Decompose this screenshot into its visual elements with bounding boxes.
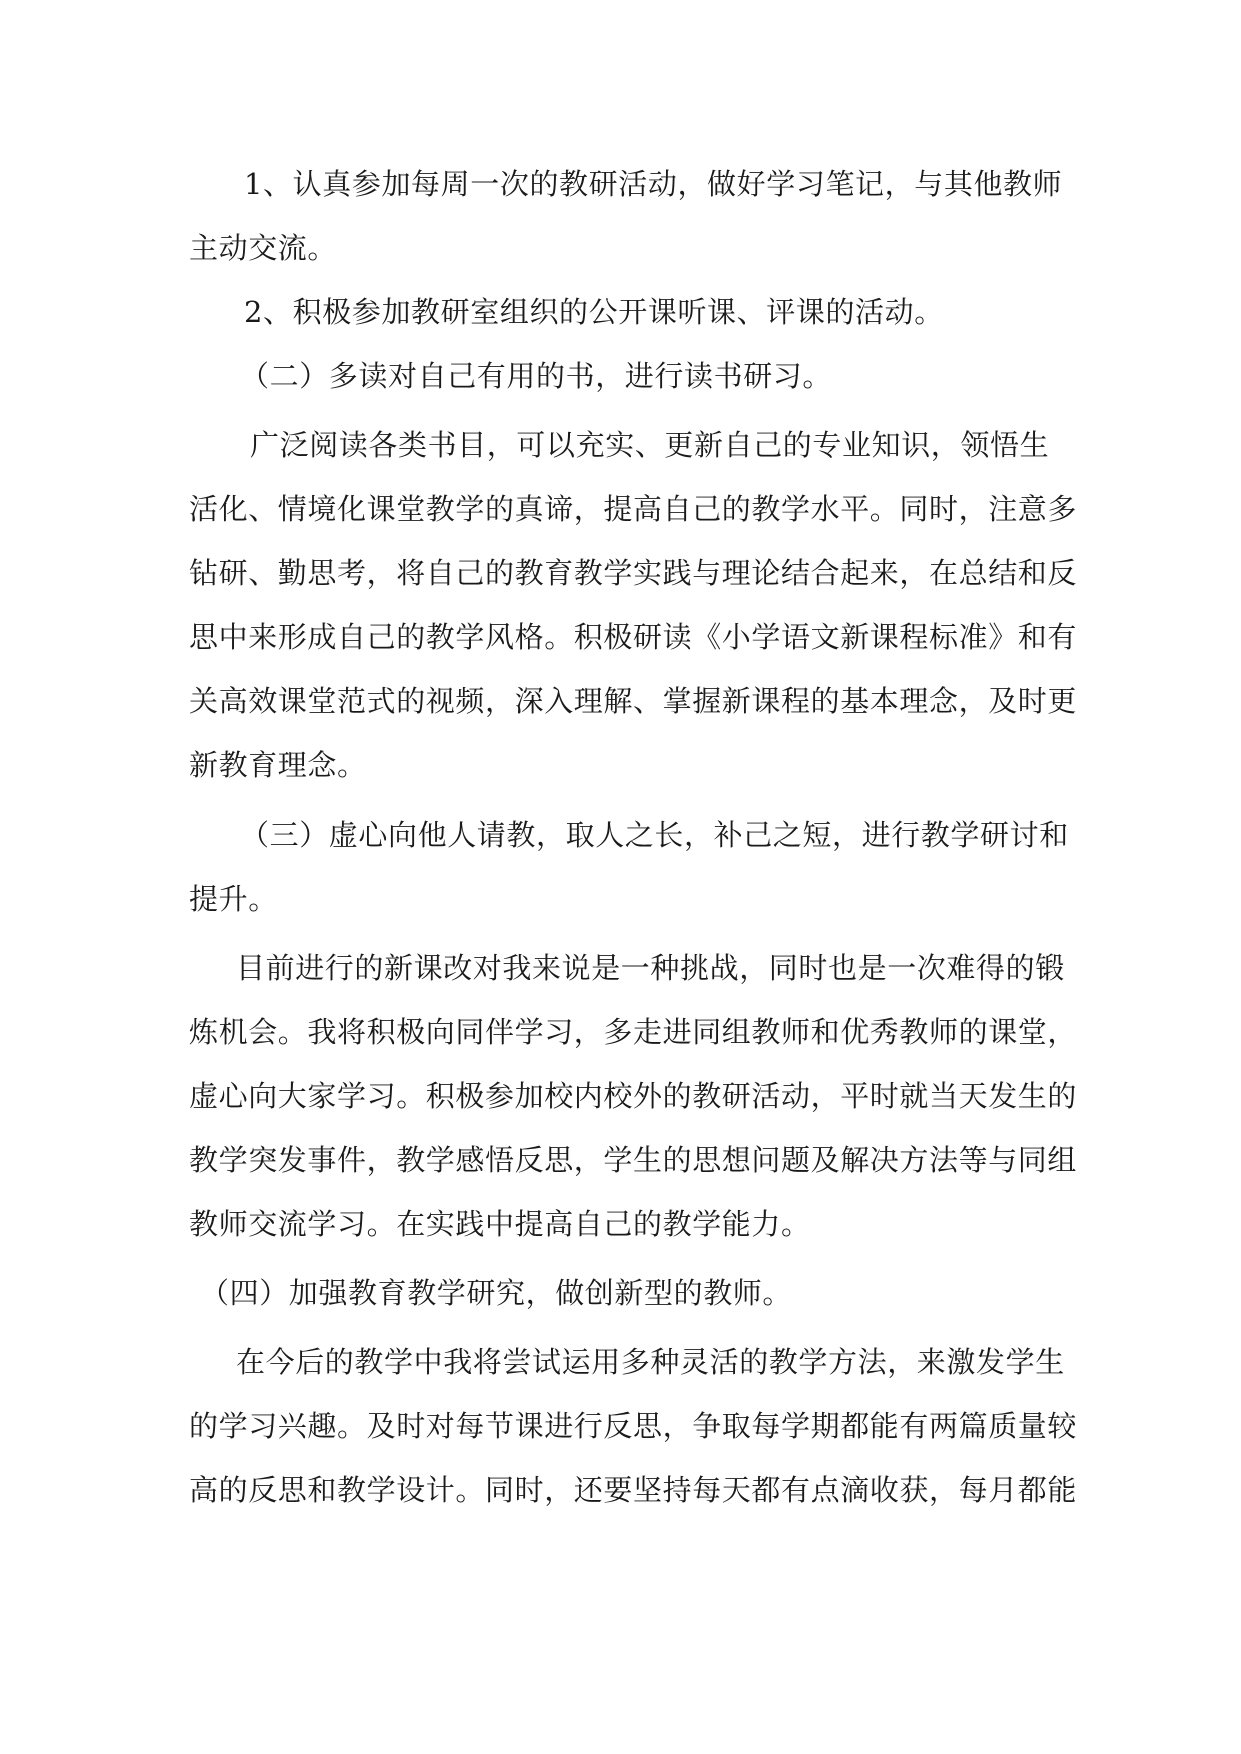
paragraph-line: 炼机会。我将积极向同伴学习，多走进同组教师和优秀教师的课堂， [189,1015,1078,1049]
paragraph-line: 思中来形成自己的教学风格。积极研读《小学语文新课程标准》和有 [189,620,1078,654]
paragraph-line: 钻研、勤思考，将自己的教育教学实践与理论结合起来，在总结和反 [189,556,1078,590]
paragraph-line: 1、认真参加每周一次的教研活动，做好学习笔记，与其他教师 [244,167,1063,201]
paragraph-line: 广泛阅读各类书目，可以充实、更新自己的专业知识，领悟生 [250,428,1050,462]
section-heading: （三）虚心向他人请教，取人之长，补己之短，进行教学研讨和 [240,818,1069,852]
paragraph-line: 目前进行的新课改对我来说是一种挑战，同时也是一次难得的锻 [236,951,1065,985]
section-heading: 提升。 [189,882,278,916]
paragraph-line: 关高效课堂范式的视频，深入理解、掌握新课程的基本理念，及时更 [189,684,1078,718]
section-heading: （二）多读对自己有用的书，进行读书研习。 [240,359,833,393]
paragraph-line: 教师交流学习。在实践中提高自己的教学能力。 [189,1207,811,1241]
paragraph-line: 新教育理念。 [189,748,367,782]
paragraph-line: 活化、情境化课堂教学的真谛，提高自己的教学水平。同时，注意多 [189,492,1078,526]
paragraph-line: 虚心向大家学习。积极参加校内校外的教研活动，平时就当天发生的 [189,1079,1078,1113]
paragraph-line: 在今后的教学中我将尝试运用多种灵活的教学方法，来激发学生 [236,1345,1065,1379]
paragraph-line: 主动交流。 [189,231,338,265]
section-heading: （四）加强教育教学研究，做创新型的教师。 [200,1276,793,1310]
paragraph-line: 的学习兴趣。及时对每节课进行反思，争取每学期都能有两篇质量较 [189,1409,1078,1443]
paragraph-line: 高的反思和教学设计。同时，还要坚持每天都有点滴收获，每月都能 [189,1473,1078,1507]
paragraph-line: 2、积极参加教研室组织的公开课听课、评课的活动。 [244,295,944,329]
paragraph-line: 教学突发事件，教学感悟反思，学生的思想问题及解决方法等与同组 [189,1143,1078,1177]
